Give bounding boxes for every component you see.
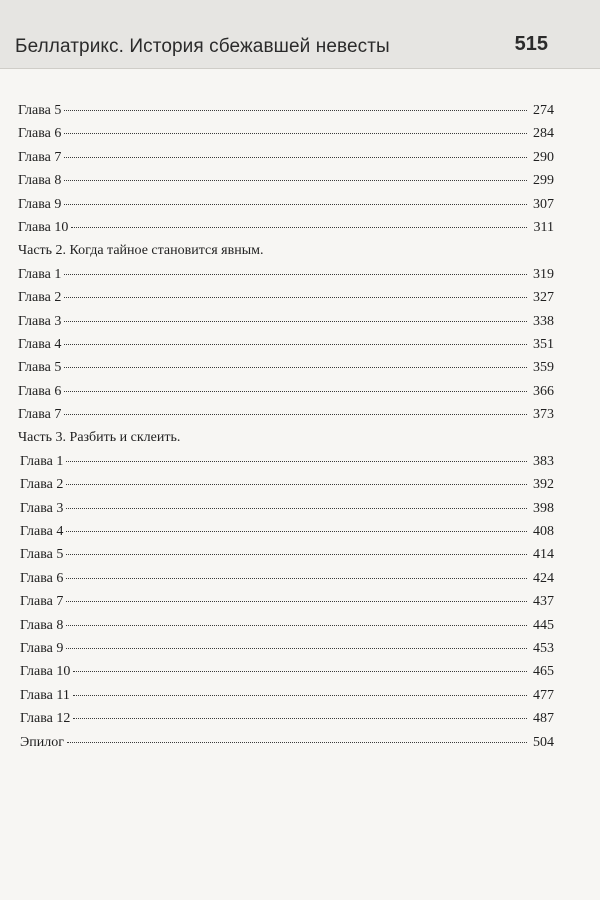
toc-entry — [18, 286, 554, 309]
toc-entry-page: 504 — [533, 734, 554, 750]
toc-entry-label: Глава 5 — [18, 103, 62, 118]
dot-leader — [66, 484, 527, 485]
toc-entry — [18, 614, 554, 637]
toc-entry-label: Глава 2 — [20, 477, 64, 493]
toc-entry-page: 351 — [533, 336, 554, 352]
page-number: 515 — [514, 33, 548, 55]
toc-entry — [18, 403, 554, 426]
toc-entry-page: 487 — [533, 711, 554, 727]
toc-entry — [18, 146, 554, 169]
toc-entry-label: Глава 12 — [20, 711, 71, 727]
toc-entry-page: 398 — [533, 500, 554, 516]
toc-entry — [18, 660, 554, 683]
dot-leader — [64, 274, 527, 275]
toc-entry-page: 274 — [533, 103, 554, 118]
dot-leader — [66, 531, 527, 532]
dot-leader — [64, 180, 527, 181]
toc-entry-label: Глава 7 — [18, 149, 62, 165]
dot-leader — [66, 554, 527, 555]
toc-entry — [18, 169, 554, 192]
dot-leader — [66, 578, 527, 579]
dot-leader — [64, 133, 527, 134]
toc-entry-label: Глава 6 — [18, 126, 62, 142]
dot-leader — [64, 157, 527, 158]
toc-entry-page: 319 — [533, 266, 554, 282]
book-title: Беллатрикс. История сбежавшей невесты — [15, 36, 390, 57]
dot-leader — [73, 718, 527, 719]
toc-group-part1 — [18, 99, 554, 239]
toc-entry-page: 424 — [533, 570, 554, 586]
toc-entry-label: Глава 11 — [20, 687, 70, 703]
toc-entry-page: 477 — [533, 687, 554, 703]
toc-entry-label: Глава 1 — [18, 266, 62, 282]
toc-entry — [18, 520, 554, 543]
dot-leader — [64, 321, 527, 322]
toc-entry — [18, 543, 554, 566]
toc-entry — [18, 193, 554, 216]
dot-leader — [64, 391, 527, 392]
toc-entry — [18, 637, 554, 660]
toc-entry — [18, 333, 554, 356]
dot-leader — [64, 414, 527, 415]
toc-entry-label: Глава 6 — [18, 383, 62, 399]
toc-entry — [18, 263, 554, 286]
toc-entry-label: Глава 3 — [18, 313, 62, 329]
toc-entry-label: Глава 1 — [20, 453, 64, 469]
dot-leader — [66, 461, 527, 462]
dot-leader — [66, 625, 527, 626]
toc-entry-label: Глава 7 — [20, 594, 64, 610]
dot-leader — [73, 671, 527, 672]
toc-entry-page: 284 — [533, 126, 554, 142]
toc-entry-label: Глава 4 — [18, 336, 62, 352]
toc-entry-page: 408 — [533, 524, 554, 540]
toc-entry-label: Глава 6 — [20, 570, 64, 586]
running-header — [0, 0, 600, 69]
toc-entry — [18, 473, 554, 496]
toc-entry-page: 445 — [533, 617, 554, 633]
toc-entry-page: 327 — [533, 290, 554, 306]
toc-entry-label: Глава 5 — [20, 547, 64, 563]
toc-entry-label: Глава 10 — [20, 664, 71, 680]
toc-entry-label: Глава 4 — [20, 524, 64, 540]
toc-entry-label: Глава 8 — [18, 173, 62, 189]
toc-entry — [18, 707, 554, 730]
toc-entry — [18, 356, 554, 379]
toc-entry — [18, 731, 554, 754]
toc-entry-page: 392 — [533, 477, 554, 493]
dot-leader — [66, 648, 527, 649]
table-of-contents — [18, 99, 554, 754]
toc-entry-page: 307 — [533, 196, 554, 212]
toc-entry-page: 373 — [533, 407, 554, 423]
dot-leader — [71, 227, 527, 228]
dot-leader — [64, 204, 527, 205]
dot-leader — [64, 367, 527, 368]
toc-entry-label: Глава 8 — [20, 617, 64, 633]
toc-entry — [18, 216, 554, 239]
toc-entry-label: Глава 10 — [18, 219, 69, 235]
toc-entry — [18, 497, 554, 520]
toc-entry-label: Глава 5 — [18, 360, 62, 376]
toc-entry-page: 290 — [533, 149, 554, 165]
dot-leader — [73, 695, 527, 696]
toc-entry-label: Глава 7 — [18, 407, 62, 423]
toc-entry — [18, 450, 554, 473]
toc-entry — [18, 380, 554, 403]
toc-entry-label: Глава 2 — [18, 290, 62, 306]
toc-entry-page: 366 — [533, 383, 554, 399]
dot-leader — [66, 508, 527, 509]
dot-leader — [66, 601, 527, 602]
toc-group-part3 — [18, 450, 554, 754]
toc-entry-page: 299 — [533, 173, 554, 189]
toc-group-part2 — [18, 263, 554, 427]
toc-entry-label: Глава 9 — [18, 196, 62, 212]
toc-entry-page: 465 — [533, 664, 554, 680]
toc-entry-page: 338 — [533, 313, 554, 329]
dot-leader — [64, 297, 527, 298]
toc-entry-page: 359 — [533, 360, 554, 376]
toc-entry-label: Эпилог — [20, 734, 64, 750]
toc-entry — [18, 567, 554, 590]
toc-entry — [18, 310, 554, 333]
toc-entry — [18, 122, 554, 145]
toc-entry-page: 414 — [533, 547, 554, 563]
toc-entry — [18, 590, 554, 613]
toc-entry-label: Глава 9 — [20, 640, 64, 656]
toc-entry — [18, 99, 554, 122]
dot-leader — [67, 742, 527, 743]
toc-entry-label: Глава 3 — [20, 500, 64, 516]
toc-entry-page: 311 — [533, 219, 554, 235]
toc-entry-page: 453 — [533, 640, 554, 656]
part-2-heading: Часть 2. Когда тайное становится явным. — [18, 243, 264, 259]
part-3-heading: Часть 3. Разбить и склеить. — [18, 430, 181, 446]
toc-entry-page: 383 — [533, 453, 554, 469]
dot-leader — [64, 344, 527, 345]
toc-entry — [18, 684, 554, 707]
toc-entry-page: 437 — [533, 594, 554, 610]
dot-leader — [64, 110, 527, 111]
